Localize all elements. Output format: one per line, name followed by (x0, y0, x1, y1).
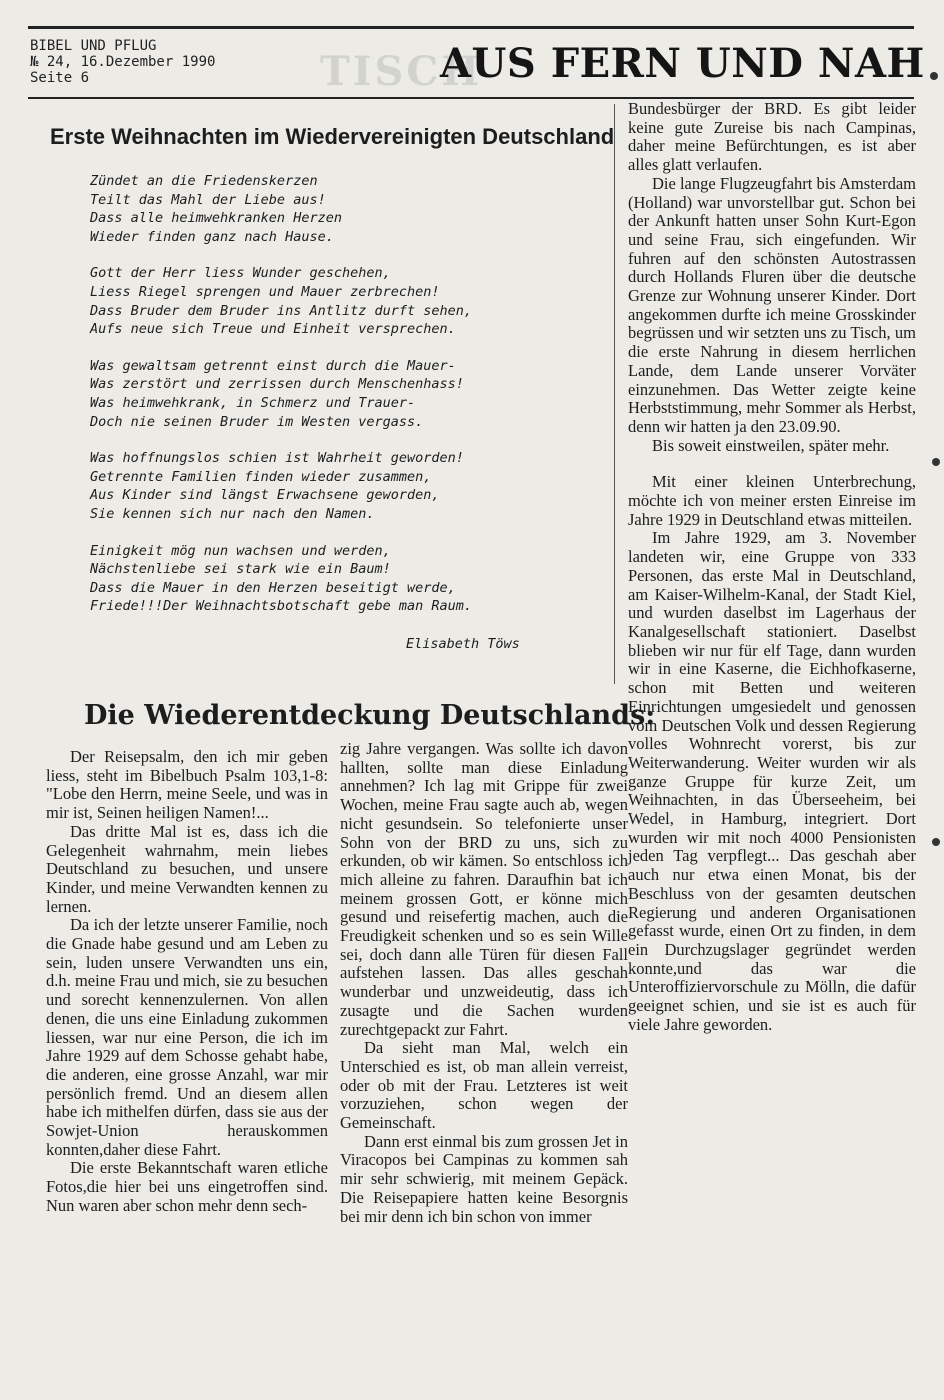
poem-stanza (90, 357, 610, 431)
poem-line: Gott der Herr liess Wunder geschehen, (90, 265, 391, 282)
paragraph: Das dritte Mal ist es, dass ich die Gelegenheit wahrnahm, mein liebes Deutschland zu besuchen, und unsere Kinder, und meine Verwandten kennen zu lernen. (46, 821, 328, 916)
poem-line: Sie kennen sich nur nach den Namen. (90, 505, 375, 522)
poem-line: Dass Bruder dem Bruder ins Antlitz durft sehen, (90, 302, 473, 319)
poem-line: Doch nie seinen Bruder im Westen vergass. (90, 413, 424, 430)
poem-line: Dass alle heimwehkranken Herzen (90, 210, 342, 227)
paragraph: zig Jahre vergangen. Was sollte ich davon hallten, sollte man diese Einladung annehmen? Ich lag mit Grippe für zwei Wochen, meine Frau sagte auch ab, wegen nicht gesundsein. So telefonierte unser Sohn von der BRD zu uns, sich zu erkunden, ob wir kämen. So entschloss ich mich alleine zu fahren. Daraufhin bat ich meinem grossen Gott, er könne mich gesund und reisefertig machen, auch die Freudigkeit schenken und so es sein Wille sei, doch dann alle Türen für diesen Fall aufstehen lassen. Das alles geschah wunderbar und unzweideutig, dass ich zusagte und die Sachen wurden zurechtgepackt zur Fahrt. (340, 739, 628, 1039)
paragraph: Der Reisepsalm, den ich mir geben liess, steht im Bibelbuch Psalm 103,1-8: "Lobe den Herrn, meine Seele, und was in mir ist, Seinen heiligen Namen!... (46, 747, 328, 823)
publication-name: BIBEL UND PFLUG (30, 38, 157, 54)
paragraph: Da sieht man Mal, welch ein Unterschied es ist, ob man allein verreist, oder ob mit der Frau. Letzteres ist weit vorzuziehen, schon wegen der Gemeinschaft. (340, 1038, 628, 1133)
poem-line: Dass die Mauer in den Herzen beseitigt werde, (90, 579, 456, 596)
poem-line: Nächstenliebe sei stark wie ein Baum! (90, 561, 391, 578)
masthead-meta (30, 38, 290, 86)
article-column-1 (46, 748, 328, 1216)
article-column-2 (340, 740, 628, 1226)
poem-line: Liess Riegel sprengen und Mauer zerbrechen! (90, 283, 440, 300)
poem-line: Einigkeit mög nun wachsen und werden, (90, 542, 391, 559)
poem-line: Getrennte Familien finden wieder zusammen, (90, 468, 432, 485)
punch-hole (932, 458, 940, 466)
poem-author: Elisabeth Töws (406, 636, 520, 652)
paragraph: Im Jahre 1929, am 3. November landeten wir, eine Gruppe von 333 Personen, das erste Mal in Deutschland, am Kaiser-Wilhelm-Kanal, der Stadt Kiel, und wurden daselbst im Lagerhaus der Kanalgesellschaft stationiert. Daselbst blieben wir nur für elf Tage, dann wurden wir in eine Kaserne, die Eichhofkaserne, schon mit Betten und weiteren Einrichtungen umgesiedelt und genossen vom Deutschen Volk und dessen Regierung volles Wohnrecht vorerst, bis zur Weiterwanderung. Weiter wurden wir als ganze Gruppe für kurze Zeit, um Weihnachten, in das Überseeheim, bei Wedel, in Hamburg, integriert. Dort wurden wir mit noch 4000 Pensionisten jeden Tag verpflegt... Das geschah aber auch nur etwa einen Monat, bis der Beschluss von der gesamten deutschen Regierung und anderen Organisationen gefasst wurde, einen Ort zu finden, in dem ein Durchzugslager gegründet werden konnte,und das war die Unteroffiziervorschule zu Mölln, die dafür geeignet schien, und sie ist es auch für viele Jahre geworden. (628, 528, 916, 1034)
poem-line: Was hoffnungslos schien ist Wahrheit geworden! (90, 450, 464, 467)
poem-line: Was heimwehkrank, in Schmerz und Trauer- (90, 394, 416, 411)
punch-hole (932, 838, 940, 846)
poem-line: Aus Kinder sind längst Erwachsene geworden, (90, 487, 440, 504)
issue-date: № 24, 16.Dezember 1990 (30, 54, 216, 70)
poem-stanza (90, 542, 610, 616)
poem-line: Friede!!!Der Weihnachtsbotschaft gebe man Raum. (90, 598, 473, 615)
article-headline: Die Wiederentdeckung Deutschlands: (84, 700, 656, 731)
poem-line: Was zerstört und zerrissen durch Menschenhass! (90, 376, 464, 393)
paragraph: Da ich der letzte unserer Familie, noch die Gnade habe gesund und am Leben zu sein, luden unsere Verwandten uns ein, d.h. meine Frau und mich, sie zu besuchen und sorecht kennenzulernen. Von allen denen, die uns eine Einladung zukommen liessen, war nur eine Person, die ich im Jahre 1929 auf dem Schosse gehabt habe, die anderen, eine grosse Anzahl, war mir persönlich fremd. Und an diesem allen habe ich mithelfen dürfen, dass sie aus der Sowjet-Union herauskommen konnten,daher diese Fahrt. (46, 915, 328, 1159)
article-column-3 (628, 100, 916, 1034)
paragraph: Bis soweit einstweilen, später mehr. (652, 435, 890, 455)
paragraph: Bundesbürger der BRD. Es gibt leider keine gute Zureise bis nach Campinas, daher meine Befürchtungen, es ist aber alles glatt verlaufen. (628, 99, 916, 175)
poem-stanza (90, 449, 610, 523)
paragraph: Die erste Bekanntschaft waren etliche Fotos,die hier bei uns eingetroffen sind. Nun waren aber schon mehr denn sech- (46, 1158, 328, 1215)
poem-headline: Erste Weihnachten im Wiedervereinigten Deutschland (50, 124, 615, 149)
poem-line: Wieder finden ganz nach Hause. (90, 228, 334, 245)
poem-stanza (90, 172, 610, 246)
punch-hole (930, 72, 938, 80)
poem-line: Aufs neue sich Treue und Einheit versprechen. (90, 321, 456, 338)
section-title: AUS FERN UND NAH (440, 40, 925, 87)
poem-stanza (90, 264, 610, 338)
paragraph: Mit einer kleinen Unterbrechung, möchte ich von meiner ersten Einreise im Jahre 1929 in Deutschland etwas mitteilen. (628, 472, 916, 529)
page-number: Seite 6 (30, 70, 90, 86)
poem-line: Zündet an die Friedenskerzen (90, 173, 318, 189)
paragraph: Dann erst einmal bis zum grossen Jet in Viracopos bei Campinas zu kommen sah mir sehr schwierig, mit meinem Gepäck. Die Reisepapiere hatten keine Besorgnis bei mir denn ich bin schon von immer (340, 1131, 628, 1226)
poem (90, 172, 610, 634)
paragraph: Die lange Flugzeugfahrt bis Amsterdam (Holland) war unvorstellbar gut. Schon bei der Ankunft hatten unser Sohn Kurt-Egon und seine Frau, sich eingefunden. Wir fuhren auf den schönsten Autostrassen durch Hollands Fluren über die deutsche Grenze zur Wohnung unserer Kinder. Dort angekommen durfte ich meine Grosskinder begrüssen und wir setzten uns zu Tisch, um die erste Nahrung in diesem herrlichen Lande, dem Lande unserer Vorväter einzunehmen. Das Wetter zeigte keine Herbststimmung, mehr Sommer als Herbst, denn wir hatten ja den 23.09.90. (628, 173, 916, 436)
poem-line: Was gewaltsam getrennt einst durch die Mauer- (90, 357, 456, 374)
bleed-through-text: TISCH (320, 48, 482, 95)
masthead-top-rule (28, 26, 914, 29)
poem-line: Teilt das Mahl der Liebe aus! (90, 191, 326, 208)
